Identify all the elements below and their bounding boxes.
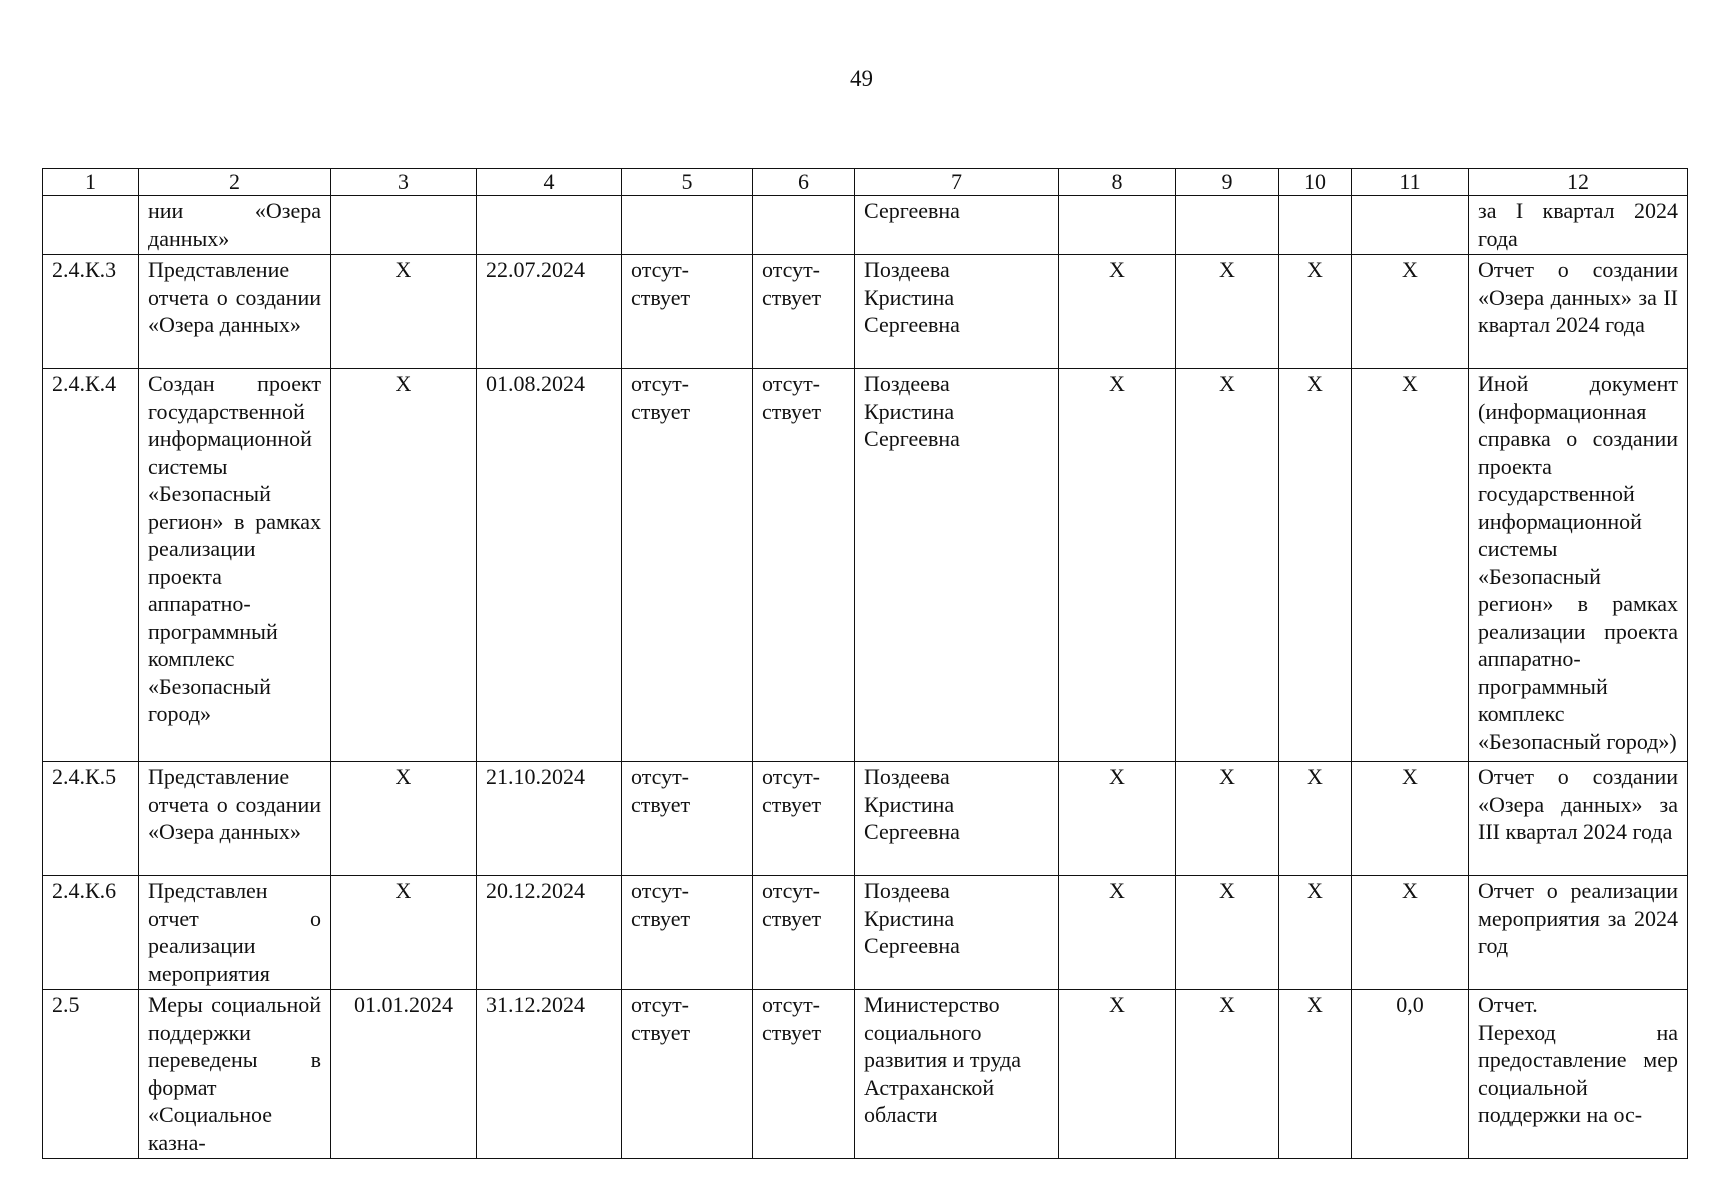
col5-value: отсут- ствует — [622, 255, 753, 369]
column-header: 3 — [331, 169, 477, 196]
table-row — [43, 876, 1688, 990]
col9-value — [1176, 196, 1279, 255]
col10-value — [1279, 196, 1352, 255]
col9-value: Х — [1176, 255, 1279, 369]
col8-value: Х — [1059, 990, 1176, 1159]
responsible: Министерство социального развития и труда Астраханской области — [855, 990, 1059, 1159]
result-document: за I квартал 2024 года — [1469, 196, 1688, 255]
col8-value: Х — [1059, 762, 1176, 876]
col8-value: Х — [1059, 876, 1176, 990]
column-header: 6 — [753, 169, 855, 196]
table-row — [43, 762, 1688, 876]
column-header: 9 — [1176, 169, 1279, 196]
col5-value: отсут- ствует — [622, 876, 753, 990]
col11-value: Х — [1352, 369, 1469, 762]
responsible: Поздеева Кристина Сергеевна — [855, 876, 1059, 990]
col6-value: отсут- ствует — [753, 369, 855, 762]
col6-value: отсут- ствует — [753, 255, 855, 369]
item-id — [43, 196, 139, 255]
column-header: 4 — [477, 169, 622, 196]
col11-value: 0,0 — [1352, 990, 1469, 1159]
col6-value: отсут- ствует — [753, 876, 855, 990]
result-document: Отчет о создании «Озера данных» за II квартал 2024 года — [1469, 255, 1688, 369]
col6-value — [753, 196, 855, 255]
start-date: Х — [331, 369, 477, 762]
responsible: Поздеева Кристина Сергеевна — [855, 255, 1059, 369]
column-header: 2 — [139, 169, 331, 196]
item-name: нии «Озера данных» — [139, 196, 331, 255]
end-date: 21.10.2024 — [477, 762, 622, 876]
col10-value: Х — [1279, 255, 1352, 369]
col6-value: отсут- ствует — [753, 990, 855, 1159]
col6-value: отсут- ствует — [753, 762, 855, 876]
col5-value — [622, 196, 753, 255]
end-date — [477, 196, 622, 255]
table-row — [43, 369, 1688, 762]
col8-value: Х — [1059, 255, 1176, 369]
start-date — [331, 196, 477, 255]
col9-value: Х — [1176, 990, 1279, 1159]
col5-value: отсут- ствует — [622, 369, 753, 762]
col10-value: Х — [1279, 876, 1352, 990]
col8-value — [1059, 196, 1176, 255]
item-id: 2.4.К.3 — [43, 255, 139, 369]
end-date: 31.12.2024 — [477, 990, 622, 1159]
col11-value — [1352, 196, 1469, 255]
header-row — [43, 169, 1688, 196]
result-document: Отчет. Переход на предоставление мер социальной поддержки на ос- — [1469, 990, 1688, 1159]
column-header: 7 — [855, 169, 1059, 196]
col11-value: Х — [1352, 876, 1469, 990]
responsible: Поздеева Кристина Сергеевна — [855, 369, 1059, 762]
item-name: Меры социальной поддержки переведены в формат «Социальное казна- — [139, 990, 331, 1159]
end-date: 01.08.2024 — [477, 369, 622, 762]
result-document: Иной документ (информационная справка о создании проекта государственной информационной системы «Безопасный регион» в рамках реализации проекта аппаратно-программный комплекс «Безопасный город») — [1469, 369, 1688, 762]
result-document: Отчет о создании «Озера данных» за III квартал 2024 года — [1469, 762, 1688, 876]
column-header: 5 — [622, 169, 753, 196]
item-name: Создан проект государственной информационной системы «Безопасный регион» в рамках реализации проекта аппаратно-программный комплекс «Безопасный город» — [139, 369, 331, 762]
col10-value: Х — [1279, 990, 1352, 1159]
start-date: Х — [331, 876, 477, 990]
col5-value: отсут- ствует — [622, 762, 753, 876]
page-number: 49 — [850, 66, 873, 91]
col5-value: отсут- ствует — [622, 990, 753, 1159]
result-document: Отчет о реализации мероприятия за 2024 год — [1469, 876, 1688, 990]
table-row — [43, 990, 1688, 1159]
column-header: 10 — [1279, 169, 1352, 196]
item-id: 2.4.К.4 — [43, 369, 139, 762]
column-header: 1 — [43, 169, 139, 196]
responsible: Поздеева Кристина Сергеевна — [855, 762, 1059, 876]
responsible: Сергеевна — [855, 196, 1059, 255]
item-id: 2.5 — [43, 990, 139, 1159]
col8-value: Х — [1059, 369, 1176, 762]
col9-value: Х — [1176, 369, 1279, 762]
col10-value: Х — [1279, 762, 1352, 876]
item-id: 2.4.К.5 — [43, 762, 139, 876]
start-date: Х — [331, 255, 477, 369]
col11-value: Х — [1352, 255, 1469, 369]
item-name: Представление отчета о создании «Озера данных» — [139, 255, 331, 369]
col10-value: Х — [1279, 369, 1352, 762]
start-date: 01.01.2024 — [331, 990, 477, 1159]
document-table — [42, 168, 1688, 1159]
start-date: Х — [331, 762, 477, 876]
item-id: 2.4.К.6 — [43, 876, 139, 990]
col9-value: Х — [1176, 876, 1279, 990]
end-date: 20.12.2024 — [477, 876, 622, 990]
col11-value: Х — [1352, 762, 1469, 876]
col9-value: Х — [1176, 762, 1279, 876]
column-header: 8 — [1059, 169, 1176, 196]
item-name: Представление отчета о создании «Озера данных» — [139, 762, 331, 876]
end-date: 22.07.2024 — [477, 255, 622, 369]
item-name: Представлен отчет о реализации мероприятия — [139, 876, 331, 990]
table-row — [43, 196, 1688, 255]
column-header: 11 — [1352, 169, 1469, 196]
table-row — [43, 255, 1688, 369]
column-header: 12 — [1469, 169, 1688, 196]
